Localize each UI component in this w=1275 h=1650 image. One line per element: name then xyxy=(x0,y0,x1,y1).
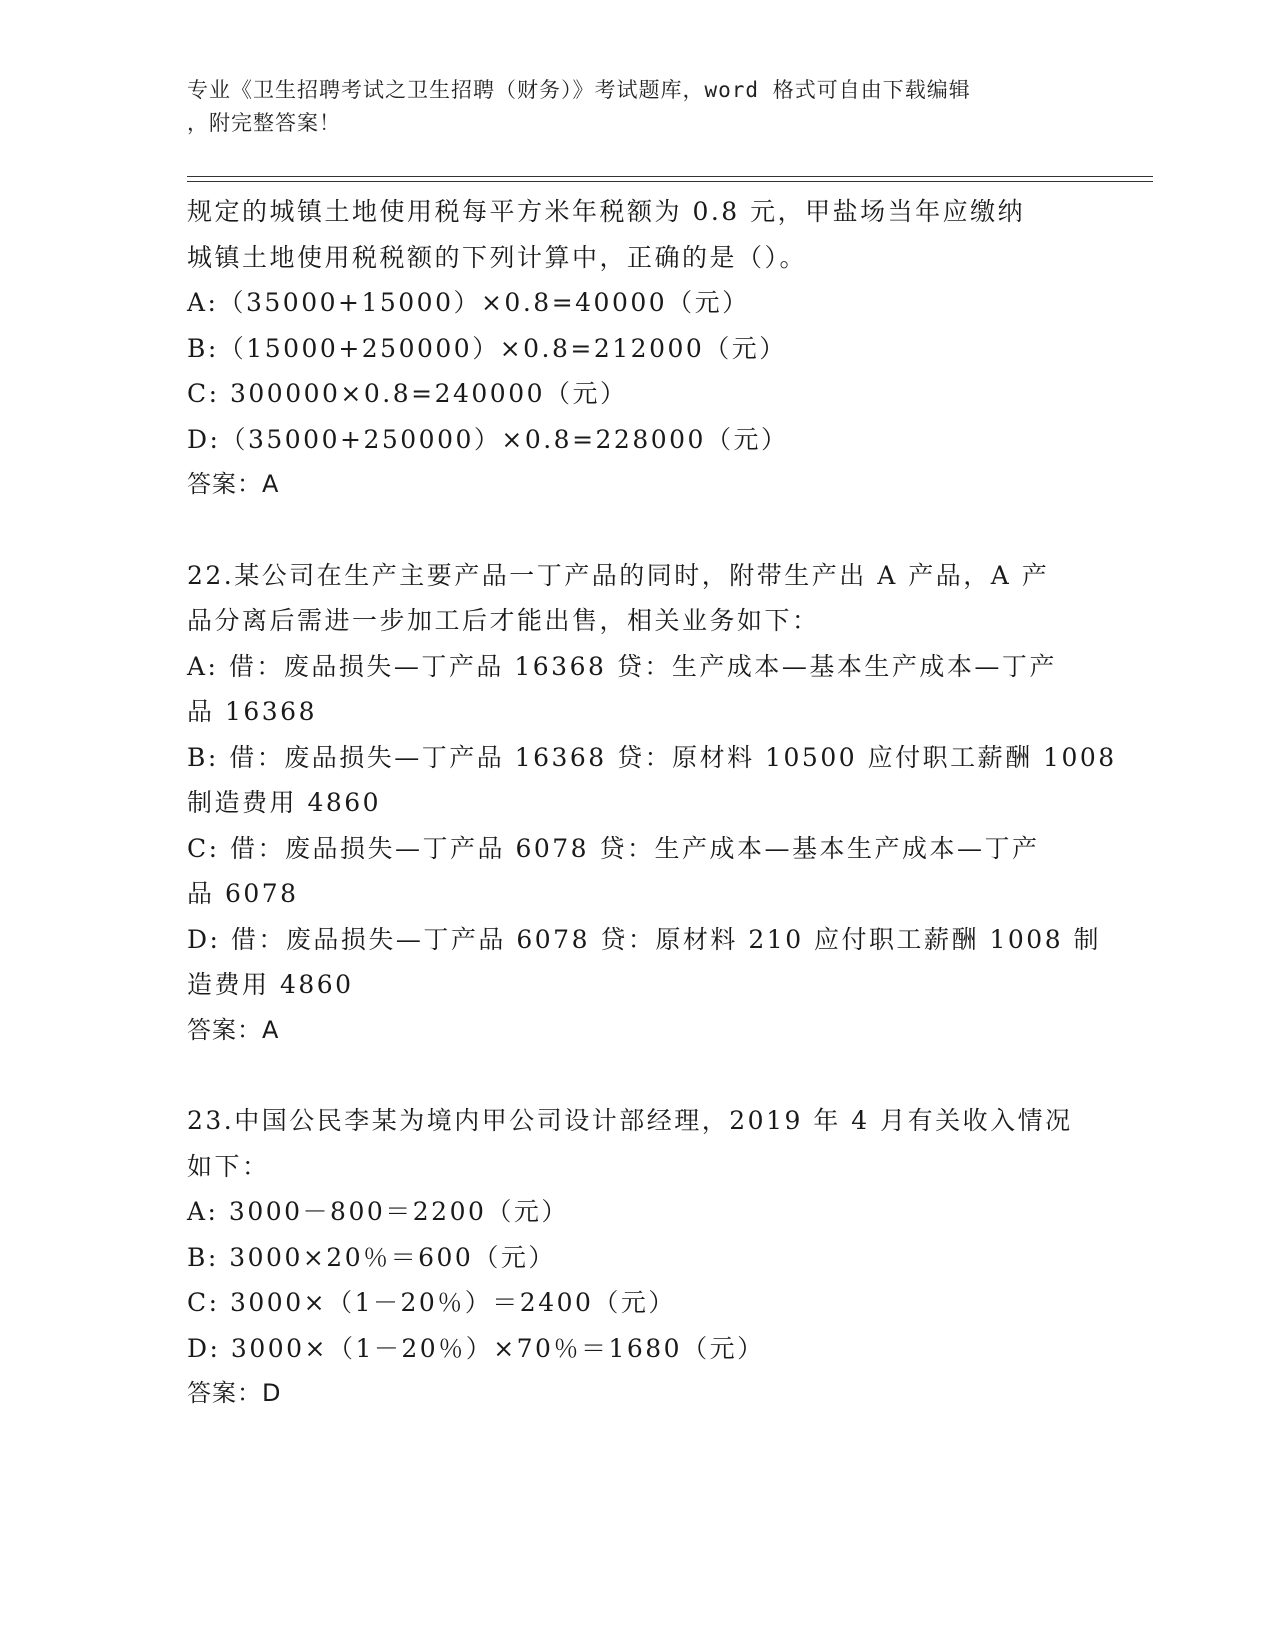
question-stem-line: 如下： xyxy=(187,1151,270,1181)
question-gap xyxy=(187,1053,1087,1098)
question-22 xyxy=(187,553,1117,1054)
question-stem-line: 23.中国公民李某为境内甲公司设计部经理，2019 年 4 月有关收入情况 xyxy=(187,1106,1073,1135)
question-stem-line: 品分离后需进一步加工后才能出售，相关业务如下： xyxy=(187,606,820,635)
question-stem-line: 22.某公司在生产主要产品一丁产品的同时，附带生产出 A 产品，A 产 xyxy=(187,560,1050,590)
option-b: B:（15000+250000）×0.8=212000（元） xyxy=(187,333,787,363)
document-body xyxy=(187,189,1117,1417)
question-21 xyxy=(187,189,1087,508)
question-stem-line: 城镇土地使用税税额的下列计算中，正确的是（）。 xyxy=(187,242,808,272)
option-d: D: 3000×（1－20％）×70％＝1680（元） xyxy=(187,1333,765,1363)
option-d: D: 借：废品损失—丁产品 6078 贷：原材料 210 应付职工薪酬 1008 制 xyxy=(187,924,1102,954)
option-a: A: 借：废品损失—丁产品 16368 贷：生产成本—基本生产成本—丁产 xyxy=(187,651,1057,681)
header-line-2: ，附完整答案！ xyxy=(187,111,341,135)
option-b: B: 3000×20％＝600（元） xyxy=(187,1242,556,1272)
header-rule-bottom xyxy=(187,181,1153,182)
option-d-continued: 造费用 4860 xyxy=(187,970,354,999)
option-c-continued: 品 6078 xyxy=(187,879,299,908)
option-a: A: 3000－800＝2200（元） xyxy=(187,1197,569,1226)
option-c: C: 3000×（1－20％）＝2400（元） xyxy=(187,1288,676,1317)
option-c: C: 借：废品损失—丁产品 6078 贷：生产成本—基本生产成本—丁产 xyxy=(187,833,1040,863)
answer-label: 答案：D xyxy=(187,1379,282,1407)
document-header xyxy=(187,74,1067,140)
option-c: C: 300000×0.8=240000（元） xyxy=(187,379,628,408)
question-23 xyxy=(187,1098,1087,1417)
option-b: B: 借：废品损失—丁产品 16368 贷：原材料 10500 应付职工薪酬 1008 xyxy=(187,742,1117,772)
header-line-1: 专业《卫生招聘考试之卫生招聘（财务）》考试题库，word 格式可自由下载编辑 xyxy=(187,78,971,102)
option-a: A:（35000+15000）×0.8=40000（元） xyxy=(187,288,750,317)
question-gap xyxy=(187,508,1087,553)
header-rule-top xyxy=(187,176,1153,177)
answer-label: 答案：A xyxy=(187,470,280,498)
question-stem-line: 规定的城镇土地使用税每平方米年税额为 0.8 元，甲盐场当年应缴纳 xyxy=(187,197,1026,226)
option-a-continued: 品 16368 xyxy=(187,697,317,726)
option-d: D:（35000+250000）×0.8=228000（元） xyxy=(187,424,789,454)
answer-label: 答案：A xyxy=(187,1015,280,1044)
option-b-continued: 制造费用 4860 xyxy=(187,788,382,817)
